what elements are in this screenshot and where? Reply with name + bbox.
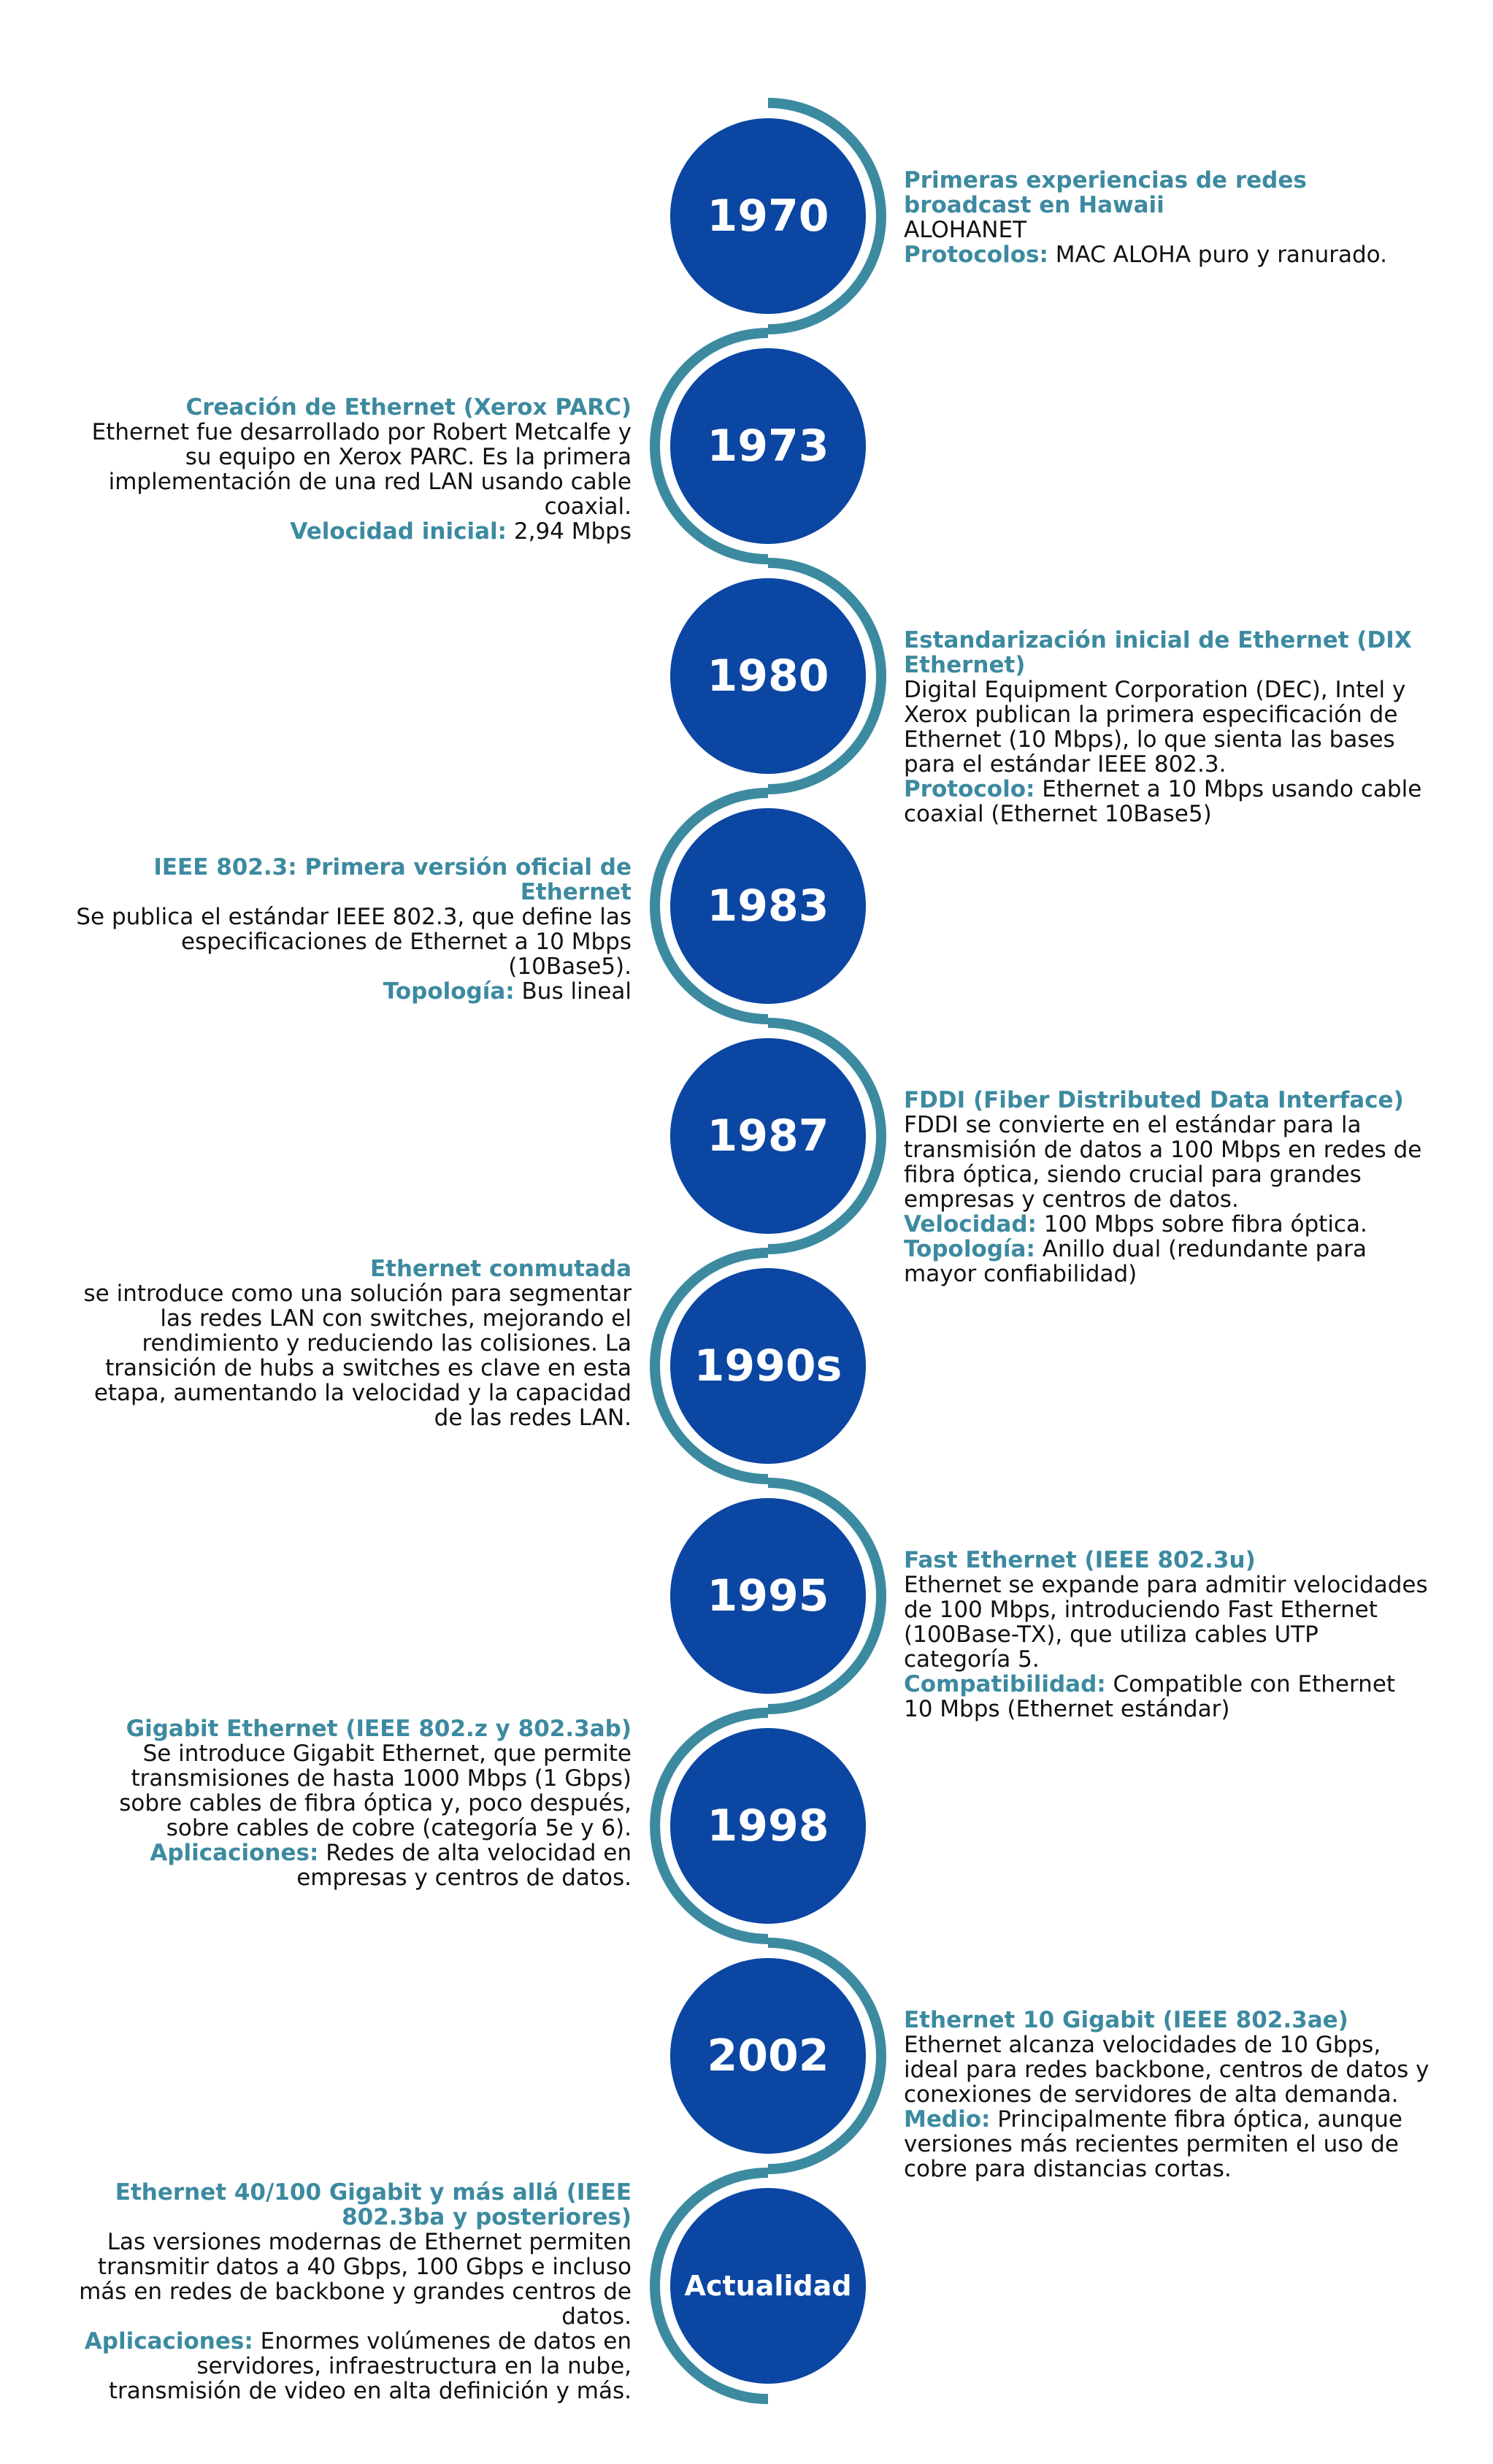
event-line (904, 1113, 1429, 1212)
event-description-1998 (69, 1716, 632, 1890)
event-line-key: Velocidad: (904, 1211, 1037, 1237)
year-circle-1995 (670, 1498, 866, 1694)
year-label: 1973 (707, 421, 829, 472)
event-line-key: Protocolos: (904, 242, 1048, 268)
event-line (904, 2107, 1429, 2181)
event-line-text: Las versiones modernas de Ethernet permiten transmitir datos a 40 Gbps, 100 Gbps e incluso más en redes de backbone y grandes centros de datos. (79, 2229, 632, 2330)
event-line (69, 979, 632, 1004)
event-line-text: Ethernet alcanza velocidades de 10 Gbps, ideal para redes backbone, centros de datos y conexiones de servidores de alta demanda. (904, 2032, 1429, 2108)
event-description-actualidad (69, 2180, 632, 2403)
event-line-text: Ethernet fue desarrollado por Robert Metcalfe y su equipo en Xerox PARC. Es la primera implementación de una red LAN usando cable coaxial. (91, 419, 632, 520)
event-line-key: Topología: (383, 978, 515, 1005)
event-description-2002 (904, 2008, 1429, 2181)
event-line-text: Redes de alta velocidad en empresas y centros de datos. (296, 1840, 632, 1891)
event-title: Estandarización inicial de Ethernet (DIX Ethernet) (904, 627, 1412, 678)
event-line (69, 1281, 632, 1430)
event-description-1970 (904, 168, 1429, 267)
event-line (904, 678, 1429, 777)
year-circle-actualidad (670, 2188, 866, 2384)
year-label: 2002 (707, 2030, 829, 2081)
event-line-key: Aplicaciones: (84, 2328, 253, 2354)
event-line-text: Se introduce Gigabit Ethernet, que permite transmisiones de hasta 1000 Mbps (1 Gbps) sobre cables de fibra óptica y, poco después, sobre cables de cobre (categoría 5e y 6). (119, 1740, 632, 1841)
event-line (904, 218, 1429, 242)
event-title: Fast Ethernet (IEEE 802.3u) (904, 1547, 1256, 1573)
year-label: Actualidad (684, 2270, 852, 2302)
year-circle-1998 (670, 1728, 866, 1924)
year-circle-1970 (670, 118, 866, 314)
event-description-1983 (69, 855, 632, 1004)
event-title: Ethernet conmutada (369, 1256, 632, 1282)
event-line (904, 1672, 1429, 1722)
year-label: 1970 (707, 191, 829, 242)
event-line-text: ALOHANET (904, 217, 1027, 243)
event-line-text: Se publica el estándar IEEE 802.3, que define las especificaciones de Ethernet a 10 Mbps (10Base5). (76, 904, 632, 980)
event-description-1987 (904, 1088, 1429, 1286)
event-line-text: Compatible con Ethernet 10 Mbps (Ethernet estándar) (904, 1671, 1396, 1722)
event-line-text: Anillo dual (redundante para mayor confiabilidad) (904, 1236, 1367, 1287)
event-title: Gigabit Ethernet (IEEE 802.z y 802.3ab) (126, 1716, 632, 1742)
event-line (904, 777, 1429, 826)
year-circle-2002 (670, 1958, 866, 2154)
event-line-key: Compatibilidad: (904, 1671, 1106, 1697)
event-line-key: Aplicaciones: (150, 1840, 319, 1866)
event-line-text: 2,94 Mbps (507, 518, 632, 545)
event-line-text: Bus lineal (514, 978, 632, 1005)
event-title: Creación de Ethernet (Xerox PARC) (185, 394, 632, 421)
event-line (904, 2033, 1429, 2107)
event-line-key: Topología: (904, 1236, 1035, 1262)
event-line-text: MAC ALOHA puro y ranurado. (1048, 242, 1387, 268)
year-label: 1983 (707, 880, 829, 932)
event-line-text: Ethernet se expande para admitir velocidades de 100 Mbps, introduciendo Fast Ethernet (100Base-TX), que utiliza cables UTP categoría 5. (904, 1572, 1428, 1673)
year-label: 1990s (694, 1340, 843, 1392)
event-line (69, 1741, 632, 1841)
year-label: 1987 (707, 1110, 829, 1162)
event-description-1990s (69, 1256, 632, 1430)
event-line-key: Protocolo: (904, 776, 1035, 802)
year-label: 1995 (707, 1570, 829, 1621)
event-line-text: 100 Mbps sobre fibra óptica. (1036, 1211, 1367, 1237)
event-line-text: se introduce como una solución para segmentar las redes LAN con switches, mejorando el rendimiento y reduciendo las colisiones. La transición de hubs a switches es clave en esta etapa, aumentando la velocidad y la capacidad de las redes LAN. (83, 1281, 632, 1431)
event-description-1973 (69, 395, 632, 544)
event-line (904, 1237, 1429, 1286)
event-line (904, 1212, 1429, 1237)
year-circle-1973 (670, 348, 866, 544)
event-line-text: Ethernet a 10 Mbps usando cable coaxial (Ethernet 10Base5) (904, 776, 1422, 827)
year-circle-1980 (670, 578, 866, 774)
event-title: Ethernet 40/100 Gigabit y más allá (IEEE 802.3ba y posteriores) (115, 2179, 632, 2230)
year-label: 1998 (707, 1800, 829, 1851)
event-line (69, 420, 632, 519)
year-label: 1980 (707, 650, 829, 702)
event-title: FDDI (Fiber Distributed Data Interface) (904, 1087, 1404, 1113)
event-description-1995 (904, 1548, 1429, 1722)
event-line-key: Velocidad inicial: (290, 518, 507, 545)
event-line (69, 2329, 632, 2403)
event-line (69, 2230, 632, 2329)
year-circle-1983 (670, 808, 866, 1004)
event-line (904, 242, 1429, 267)
year-circle-1987 (670, 1038, 866, 1234)
event-line-key: Medio: (904, 2106, 991, 2133)
event-line-text: Digital Equipment Corporation (DEC), Intel y Xerox publican la primera especificación de Ethernet (10 Mbps), lo que sienta las bases para el estándar IEEE 802.3. (904, 677, 1406, 778)
event-line (69, 1841, 632, 1890)
event-line-text: FDDI se convierte en el estándar para la transmisión de datos a 100 Mbps en redes de fibra óptica, siendo crucial para grandes empresas y centros de datos. (904, 1112, 1422, 1213)
event-title: Primeras experiencias de redes broadcast en Hawaii (904, 167, 1307, 218)
event-line-text: Principalmente fibra óptica, aunque versiones más recientes permiten el uso de cobre para distancias cortas. (904, 2106, 1402, 2182)
event-line-text: Enormes volúmenes de datos en servidores, infraestructura en la nube, transmisión de video en alta definición y más. (108, 2328, 632, 2404)
event-line (69, 519, 632, 544)
year-circle-1990s (670, 1268, 866, 1464)
event-line (69, 905, 632, 979)
event-title: IEEE 802.3: Primera versión oficial de Ethernet (153, 854, 632, 905)
event-line (904, 1573, 1429, 1672)
event-title: Ethernet 10 Gigabit (IEEE 802.3ae) (904, 2007, 1348, 2033)
event-description-1980 (904, 628, 1429, 826)
